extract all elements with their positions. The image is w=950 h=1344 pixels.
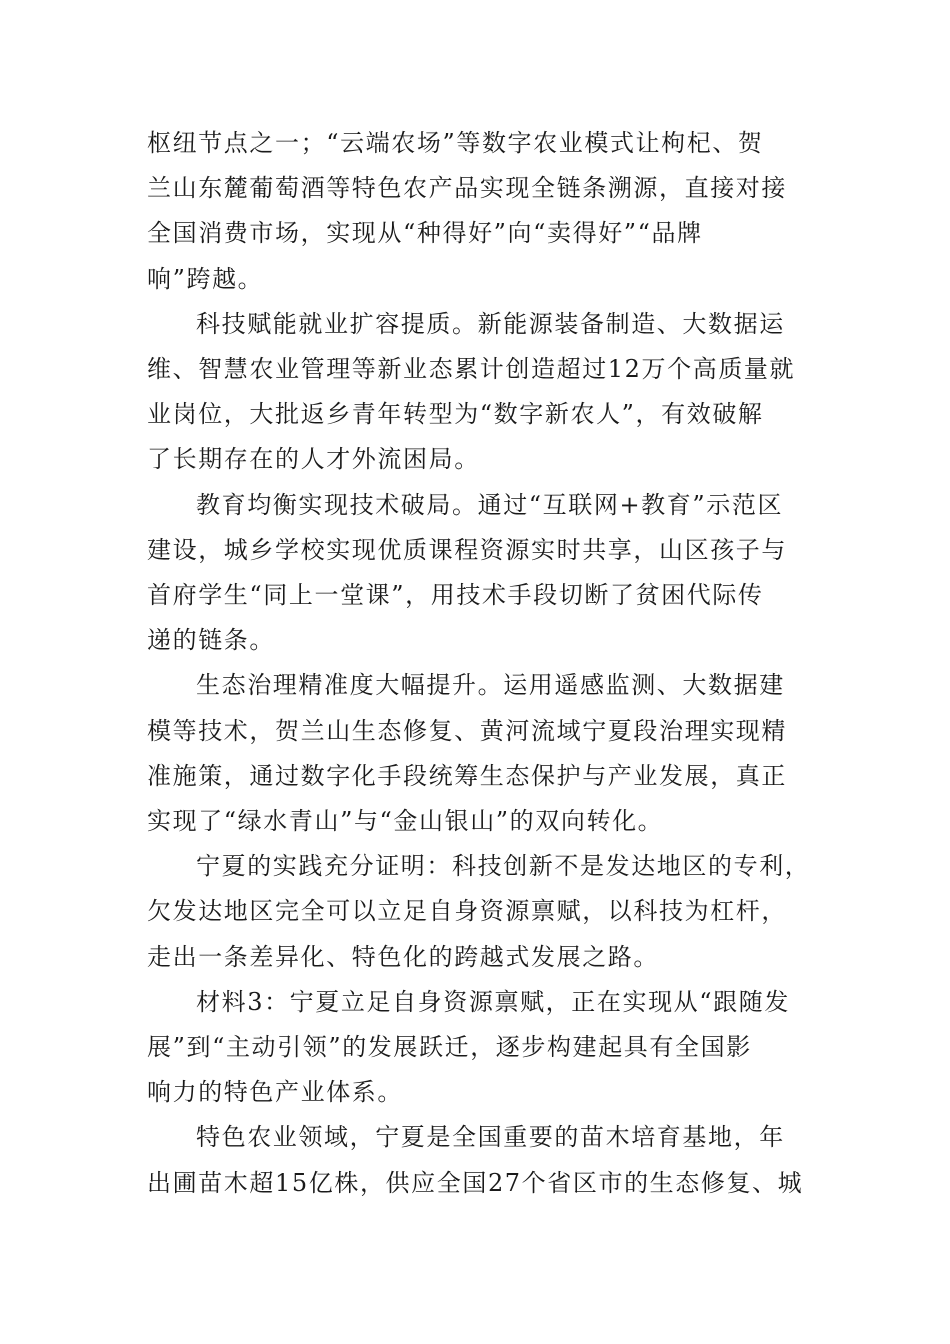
paragraph [147,483,812,664]
text-line: 首府学生“同上一堂课”，用技术手段切断了贫困代际传 [147,581,764,610]
text-line: 维、智慧农业管理等新业态累计创造超过12万个高质量就 [147,355,796,384]
paragraph [147,302,812,483]
paragraph [147,980,812,1116]
text-line: 材料3：宁夏立足自身资源禀赋，正在实现从“跟随发 [196,987,790,1016]
text-line: 了长期存在的人才外流困局。 [147,445,480,474]
document-body [147,121,812,1206]
paragraph [147,121,812,302]
text-line: 模等技术，贺兰山生态修复、黄河流域宁夏段治理实现精 [147,716,787,745]
text-line: 展”到“主动引领”的发展跃迁，逐步构建起具有全国影 [147,1033,752,1062]
text-line: 准施策，通过数字化手段统筹生态保护与产业发展，真正 [147,761,787,790]
text-line: 全国消费市场，实现从“种得好”向“卖得好”“品牌 [147,219,703,248]
text-line: 特色农业领域，宁夏是全国重要的苗木培育基地，年 [196,1123,785,1152]
text-line: 生态治理精准度大幅提升。运用遥感监测、大数据建 [196,671,785,700]
paragraph [147,1115,812,1205]
text-line: 科技赋能就业扩容提质。新能源装备制造、大数据运 [196,309,785,338]
text-line: 实现了“绿水青山”与“金山银山”的双向转化。 [147,807,664,836]
text-line: 递的链条。 [147,626,275,655]
text-line: 出圃苗木超15亿株，供应全国27个省区市的生态修复、城 [147,1168,804,1197]
paragraph [147,663,812,844]
text-line: 业岗位，大批返乡青年转型为“数字新农人”，有效破解 [147,400,764,429]
text-line: 欠发达地区完全可以立足自身资源禀赋，以科技为杠杆， [147,897,787,926]
text-line: 响”跨越。 [147,264,264,293]
text-line: 建设，城乡学校实现优质课程资源实时共享，山区孩子与 [147,535,787,564]
text-line: 宁夏的实践充分证明：科技创新不是发达地区的专利， [196,852,811,881]
text-line: 响力的特色产业体系。 [147,1078,403,1107]
text-line: 兰山东麓葡萄酒等特色农产品实现全链条溯源，直接对接 [147,174,787,203]
text-line: 枢纽节点之一；“云端农场”等数字农业模式让枸杞、贺 [147,129,764,157]
paragraph [147,844,812,980]
text-line: 走出一条差异化、特色化的跨越式发展之路。 [147,942,659,971]
text-line: 教育均衡实现技术破局。通过“互联网+教育”示范区 [196,490,784,519]
